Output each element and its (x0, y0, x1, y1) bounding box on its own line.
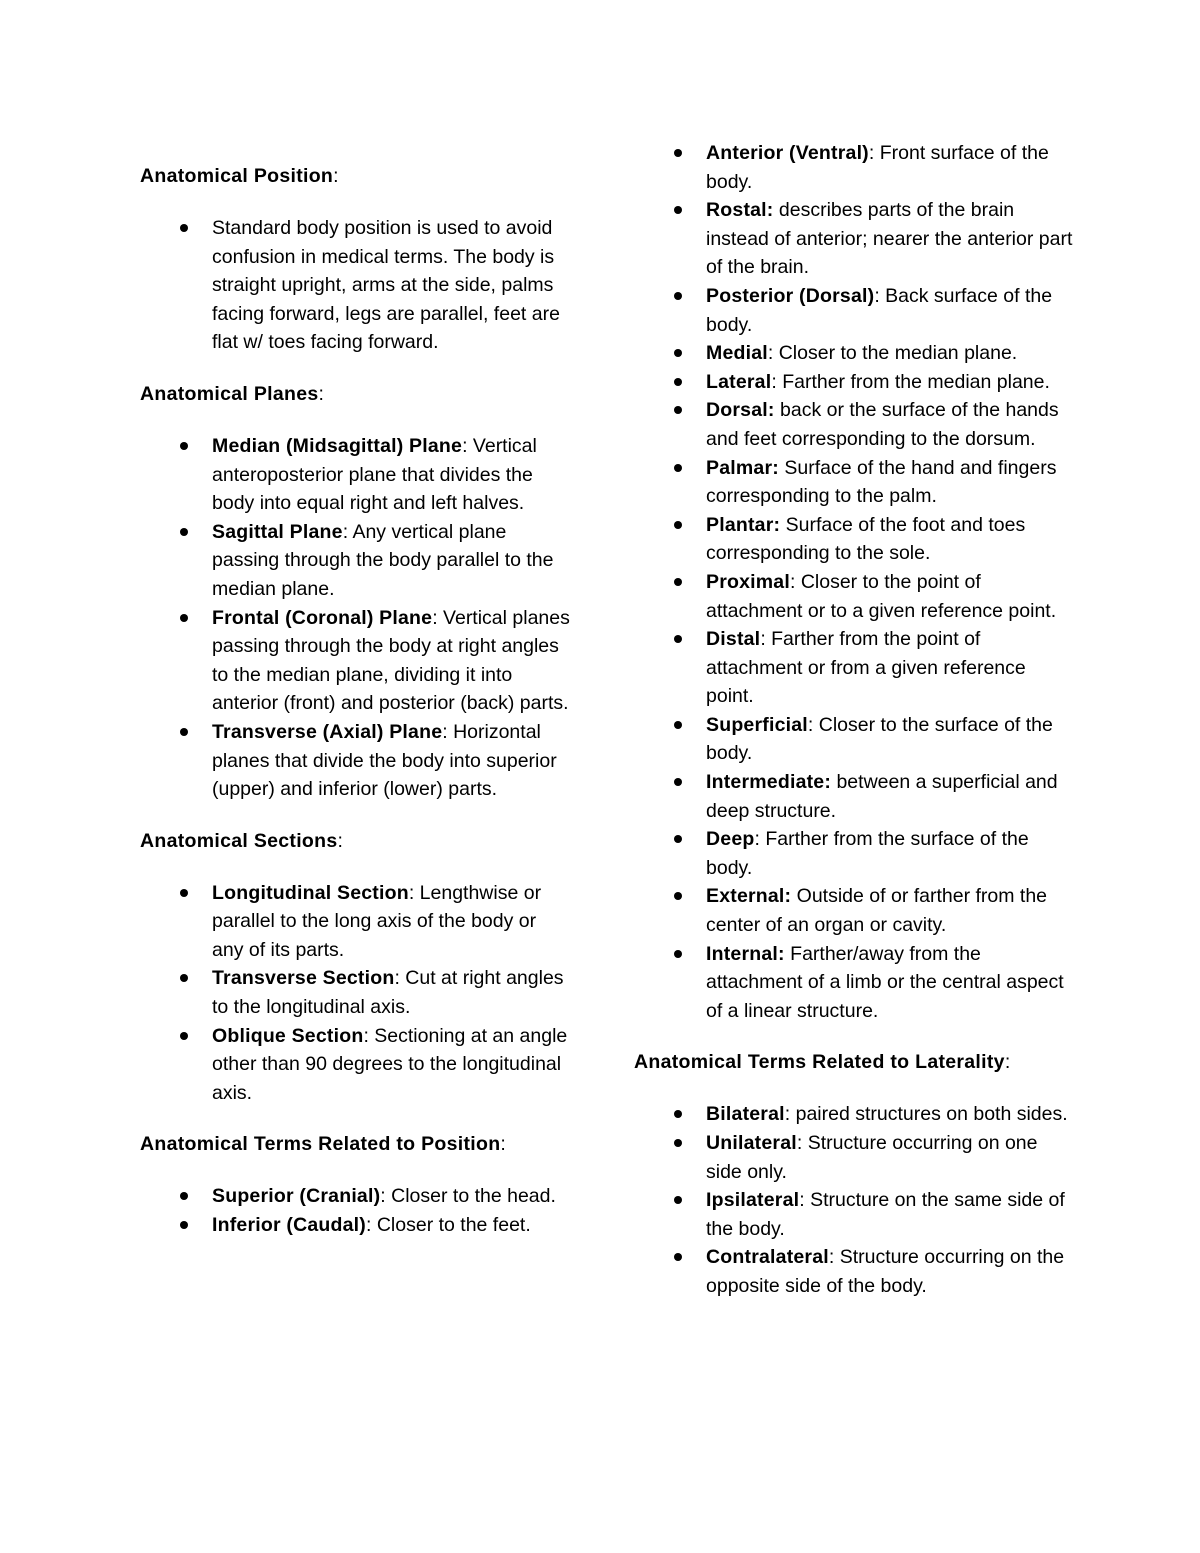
term-definition: : Farther from the point of attachment or from a given reference point. (706, 628, 1026, 708)
bullet-list (140, 214, 570, 357)
list-item-dorsal (634, 396, 1074, 453)
term-definition: : Any vertical plane passing through the body parallel to the median plane. (212, 520, 554, 600)
list-item-transverse-section (140, 964, 570, 1021)
section-heading-anatomical-terms-related-to-position (140, 1130, 570, 1159)
term-label: Deep (706, 828, 755, 851)
bullet-icon (674, 721, 682, 729)
list-item-internal (634, 940, 1074, 1026)
term-label: Contralateral (706, 1246, 829, 1269)
bullet-icon (674, 1139, 682, 1147)
bullet-icon (180, 224, 188, 232)
bullet-list (140, 1182, 570, 1239)
list-item-medial (634, 339, 1074, 368)
term-definition: : Cut at right angles to the longitudinal axis. (212, 967, 564, 1019)
heading-colon: : (337, 829, 343, 852)
bullet-icon (674, 1253, 682, 1261)
bullet-icon (180, 974, 188, 982)
term-label: Internal: (706, 942, 785, 965)
section-heading-text: Anatomical Position (140, 165, 334, 187)
term-label: Ipsilateral (706, 1189, 800, 1212)
section-heading-anatomical-position (140, 162, 570, 191)
term-definition: : paired structures on both sides. (784, 1103, 1068, 1126)
term-definition: : Closer to the head. (380, 1185, 556, 1208)
bullet-icon (674, 521, 682, 529)
bullet-icon (674, 349, 682, 357)
list-item-frontal-coronal-plane (140, 604, 570, 718)
section-heading-text: Anatomical Terms Related to Position (140, 1133, 501, 1156)
bullet-icon (674, 1110, 682, 1118)
list-item-bilateral (634, 1100, 1074, 1129)
term-label: Median (Midsagittal) Plane (212, 434, 463, 457)
heading-colon: : (318, 382, 324, 405)
left-column (140, 162, 570, 1263)
bullet-list (634, 1100, 1074, 1300)
section-heading-anatomical-planes (140, 380, 570, 409)
bullet-icon (180, 442, 188, 450)
bullet-icon (180, 528, 188, 536)
term-definition: Surface of the hand and fingers corresponding to the palm. (706, 456, 1057, 508)
bullet-icon (674, 578, 682, 586)
term-label: Transverse Section (212, 967, 395, 990)
term-label: Palmar: (706, 456, 779, 479)
term-label: Superior (Cranial) (212, 1185, 381, 1208)
term-label: Distal (706, 628, 761, 651)
term-definition: : Structure occurring on the opposite side of the body. (706, 1246, 1065, 1297)
bullet-icon (674, 292, 682, 300)
bullet-icon (674, 406, 682, 414)
list-item-proximal (634, 568, 1074, 625)
term-definition: : Structure occurring on one side only. (706, 1132, 1038, 1183)
term-definition: Outside of or farther from the center of an organ or cavity. (706, 885, 1048, 937)
section-heading-anatomical-terms-related-to-laterality (634, 1048, 1074, 1077)
list-item-oblique-section (140, 1022, 570, 1108)
term-label: Plantar: (706, 513, 781, 536)
term-definition: : Vertical anteroposterior plane that divides the body into equal right and left halves. (212, 434, 537, 515)
list-item-sagittal-plane (140, 518, 570, 604)
section-heading-text: Anatomical Sections (140, 829, 338, 852)
bullet-icon (674, 464, 682, 472)
bullet-icon (674, 149, 682, 157)
term-label: Superficial (706, 713, 808, 736)
list-item-inferior-caudal (140, 1211, 570, 1240)
term-definition: Standard body position is used to avoid confusion in medical terms. The body is straight upright, arms at the side, palms facing forward, legs are parallel, feet are flat w/ toes facing forward. (212, 217, 560, 354)
bullet-icon (674, 635, 682, 643)
heading-colon: : (1004, 1051, 1011, 1074)
list-item-deep (634, 825, 1074, 882)
term-definition: : Horizontal planes that divide the body into superior (upper) and inferior (lower) parts. (212, 720, 557, 801)
list-item-median-midsagittal-plane (140, 432, 570, 518)
list-item-lateral (634, 368, 1074, 397)
term-definition: Farther/away from the attachment of a limb or the central aspect of a linear structure. (706, 942, 1064, 1022)
list-item-rostal (634, 196, 1074, 282)
bullet-icon (180, 1221, 188, 1229)
term-definition: : Lengthwise or parallel to the long axis of the body or any of its parts. (212, 881, 542, 961)
section-heading-text: Anatomical Planes (140, 382, 319, 405)
term-label: Bilateral (706, 1103, 785, 1126)
term-definition: back or the surface of the hands and feet corresponding to the dorsum. (706, 399, 1059, 450)
term-label: Anterior (Ventral) (706, 142, 869, 164)
term-definition: : Closer to the feet. (366, 1214, 531, 1237)
right-column (634, 139, 1074, 1324)
list-item-distal (634, 625, 1074, 711)
bullet-icon (674, 778, 682, 786)
term-label: Dorsal: (706, 399, 775, 422)
bullet-icon (674, 206, 682, 214)
bullet-icon (674, 835, 682, 843)
bullet-icon (180, 1032, 188, 1040)
bullet-icon (180, 728, 188, 736)
bullet-icon (180, 1192, 188, 1200)
term-label: Intermediate: (706, 771, 832, 794)
list-item-superior-cranial (140, 1182, 570, 1211)
term-definition: : Closer to the median plane. (767, 342, 1018, 365)
list-item-palmar (634, 454, 1074, 511)
list-item-longitudinal-section (140, 879, 570, 965)
heading-colon: : (500, 1133, 506, 1156)
bullet-icon (674, 892, 682, 900)
list-item-external (634, 882, 1074, 939)
list-item (140, 214, 570, 357)
term-definition: describes parts of the brain instead of anterior; nearer the anterior part of the brain. (706, 199, 1073, 279)
list-item-transverse-axial-plane (140, 718, 570, 804)
term-definition: : Closer to the surface of the body. (706, 713, 1053, 765)
term-label: Lateral (706, 370, 772, 393)
bullet-list (140, 432, 570, 804)
term-label: Medial (706, 342, 768, 365)
term-label: Frontal (Coronal) Plane (212, 606, 433, 629)
list-item-anterior-ventral (634, 139, 1074, 196)
term-definition: : Structure on the same side of the body. (706, 1189, 1065, 1240)
term-definition: : Back surface of the body. (706, 284, 1053, 336)
term-label: Inferior (Caudal) (212, 1214, 366, 1237)
bullet-icon (180, 889, 188, 897)
term-definition: : Farther from the surface of the body. (706, 828, 1029, 879)
term-definition: : Front surface of the body. (706, 142, 1049, 193)
term-definition: Surface of the foot and toes corresponding to the sole. (706, 513, 1026, 565)
term-label: Transverse (Axial) Plane (212, 720, 443, 743)
bullet-icon (180, 614, 188, 622)
term-label: Sagittal Plane (212, 520, 343, 543)
term-definition: : Sectioning at an angle other than 90 degrees to the longitudinal axis. (212, 1024, 568, 1104)
term-label: Unilateral (706, 1132, 797, 1154)
list-item-ipsilateral (634, 1186, 1074, 1243)
list-item-unilateral (634, 1129, 1074, 1186)
bullet-icon (674, 378, 682, 386)
section-heading-anatomical-sections (140, 827, 570, 856)
list-item-intermediate (634, 768, 1074, 825)
term-definition: : Closer to the point of attachment or to a given reference point. (706, 570, 1057, 622)
term-label: Longitudinal Section (212, 881, 409, 904)
term-definition: : Farther from the median plane. (771, 370, 1050, 393)
term-label: Rostal: (706, 199, 774, 222)
term-label: Proximal (706, 570, 790, 593)
bullet-icon (674, 950, 682, 958)
list-item-superficial (634, 711, 1074, 768)
term-label: External: (706, 885, 792, 908)
term-label: Posterior (Dorsal) (706, 284, 875, 307)
term-definition: : Vertical planes passing through the body at right angles to the median plane, dividing it into anterior (front) and posterior (back) parts. (212, 606, 570, 715)
term-definition: between a superficial and deep structure. (706, 771, 1058, 822)
bullet-list (140, 879, 570, 1108)
bullet-list (634, 139, 1074, 1025)
section-heading-text: Anatomical Terms Related to Laterality (634, 1051, 1005, 1074)
list-item-plantar (634, 511, 1074, 568)
term-label: Oblique Section (212, 1024, 364, 1047)
bullet-icon (674, 1196, 682, 1204)
list-item-posterior-dorsal (634, 282, 1074, 339)
list-item-contralateral (634, 1243, 1074, 1300)
heading-colon: : (333, 165, 339, 187)
